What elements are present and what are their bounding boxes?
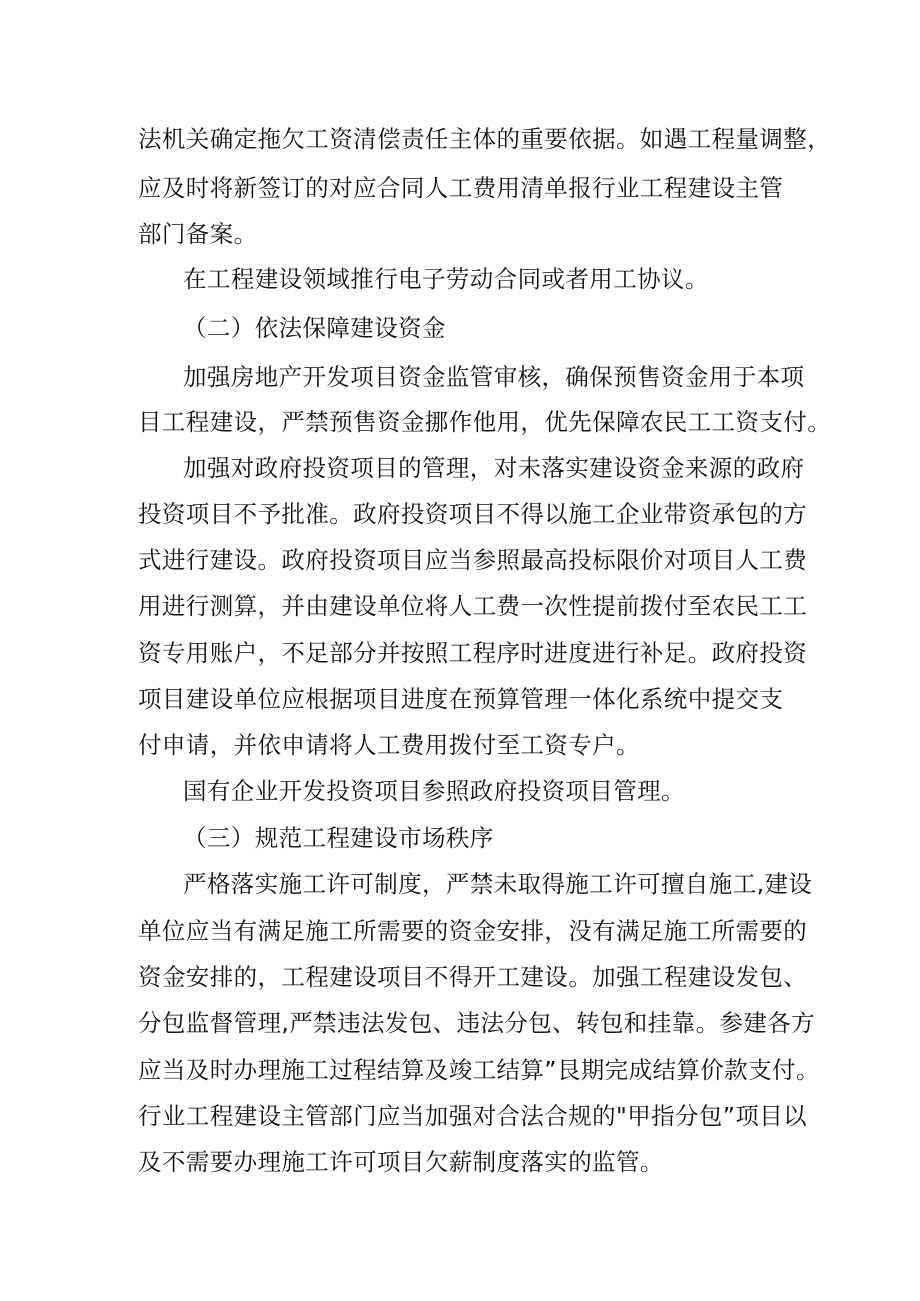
paragraph-line: 应及时将新签订的对应合同人工费用清单报行业工程建设主管	[138, 174, 784, 202]
paragraph-line: 及不需要办理施工许可项目欠薪制度落实的监管。	[138, 1148, 664, 1176]
paragraph-line: 应当及时办理施工过程结算及竣工结算”艮期完成结算价款支付。	[138, 1056, 820, 1084]
paragraph-line: 国有企业开发投资项目参照政府投资项目管理。	[183, 777, 685, 805]
paragraph-line: 目工程建设，严禁预售资金挪作他用，优先保障农民工工资支付。	[138, 408, 832, 436]
section-heading: （二）依法保障建设资金	[183, 314, 446, 342]
paragraph-line: 用进行测算，并由建设单位将人工费一次性提前拨付至农民工工	[138, 592, 808, 620]
paragraph-line: 部门备案。	[138, 220, 258, 248]
paragraph-line: 行业工程建设主管部门应当加强对合法合规的"甲指分包”项目以	[138, 1102, 808, 1130]
paragraph-line: 资专用账户，不足部分并按照工程序时进度进行补足。政府投资	[138, 639, 808, 667]
paragraph-line: 式进行建设。政府投资项目应当参照最高投标限价对项目人工费	[138, 546, 808, 574]
paragraph-line: 法机关确定拖欠工资清偿责任主体的重要依据。如遇工程量调整，	[138, 125, 832, 153]
paragraph-line: 资金安排的，工程建设项目不得开工建设。加强工程建设发包、	[138, 963, 808, 991]
paragraph-line: 加强对政府投资项目的管理，对未落实建设资金来源的政府	[183, 454, 805, 482]
paragraph-line: 分包监督管理,严禁违法发包、违法分包、转包和挂靠。参建各方	[138, 1009, 816, 1037]
paragraph-line: 在工程建设领域推行电子劳动合同或者用工协议。	[183, 265, 709, 293]
section-heading: （三）规范工程建设市场秩序	[183, 824, 494, 852]
paragraph-line: 付申请，并依申请将人工费用拨付至工资专户。	[138, 731, 640, 759]
paragraph-line: 严格落实施工许可制度，严禁未取得施工许可擅自施工,建设	[183, 870, 813, 898]
paragraph-line: 投资项目不予批准。政府投资项目不得以施工企业带资承包的方	[138, 500, 808, 528]
paragraph-line: 项目建设单位应根据项目进度在预算管理一体化系统中提交支	[138, 685, 784, 713]
paragraph-line: 加强房地产开发项目资金监管审核，确保预售资金用于本项	[183, 363, 805, 391]
paragraph-line: 单位应当有满足施工所需要的资金安排，没有满足施工所需要的	[138, 917, 808, 945]
